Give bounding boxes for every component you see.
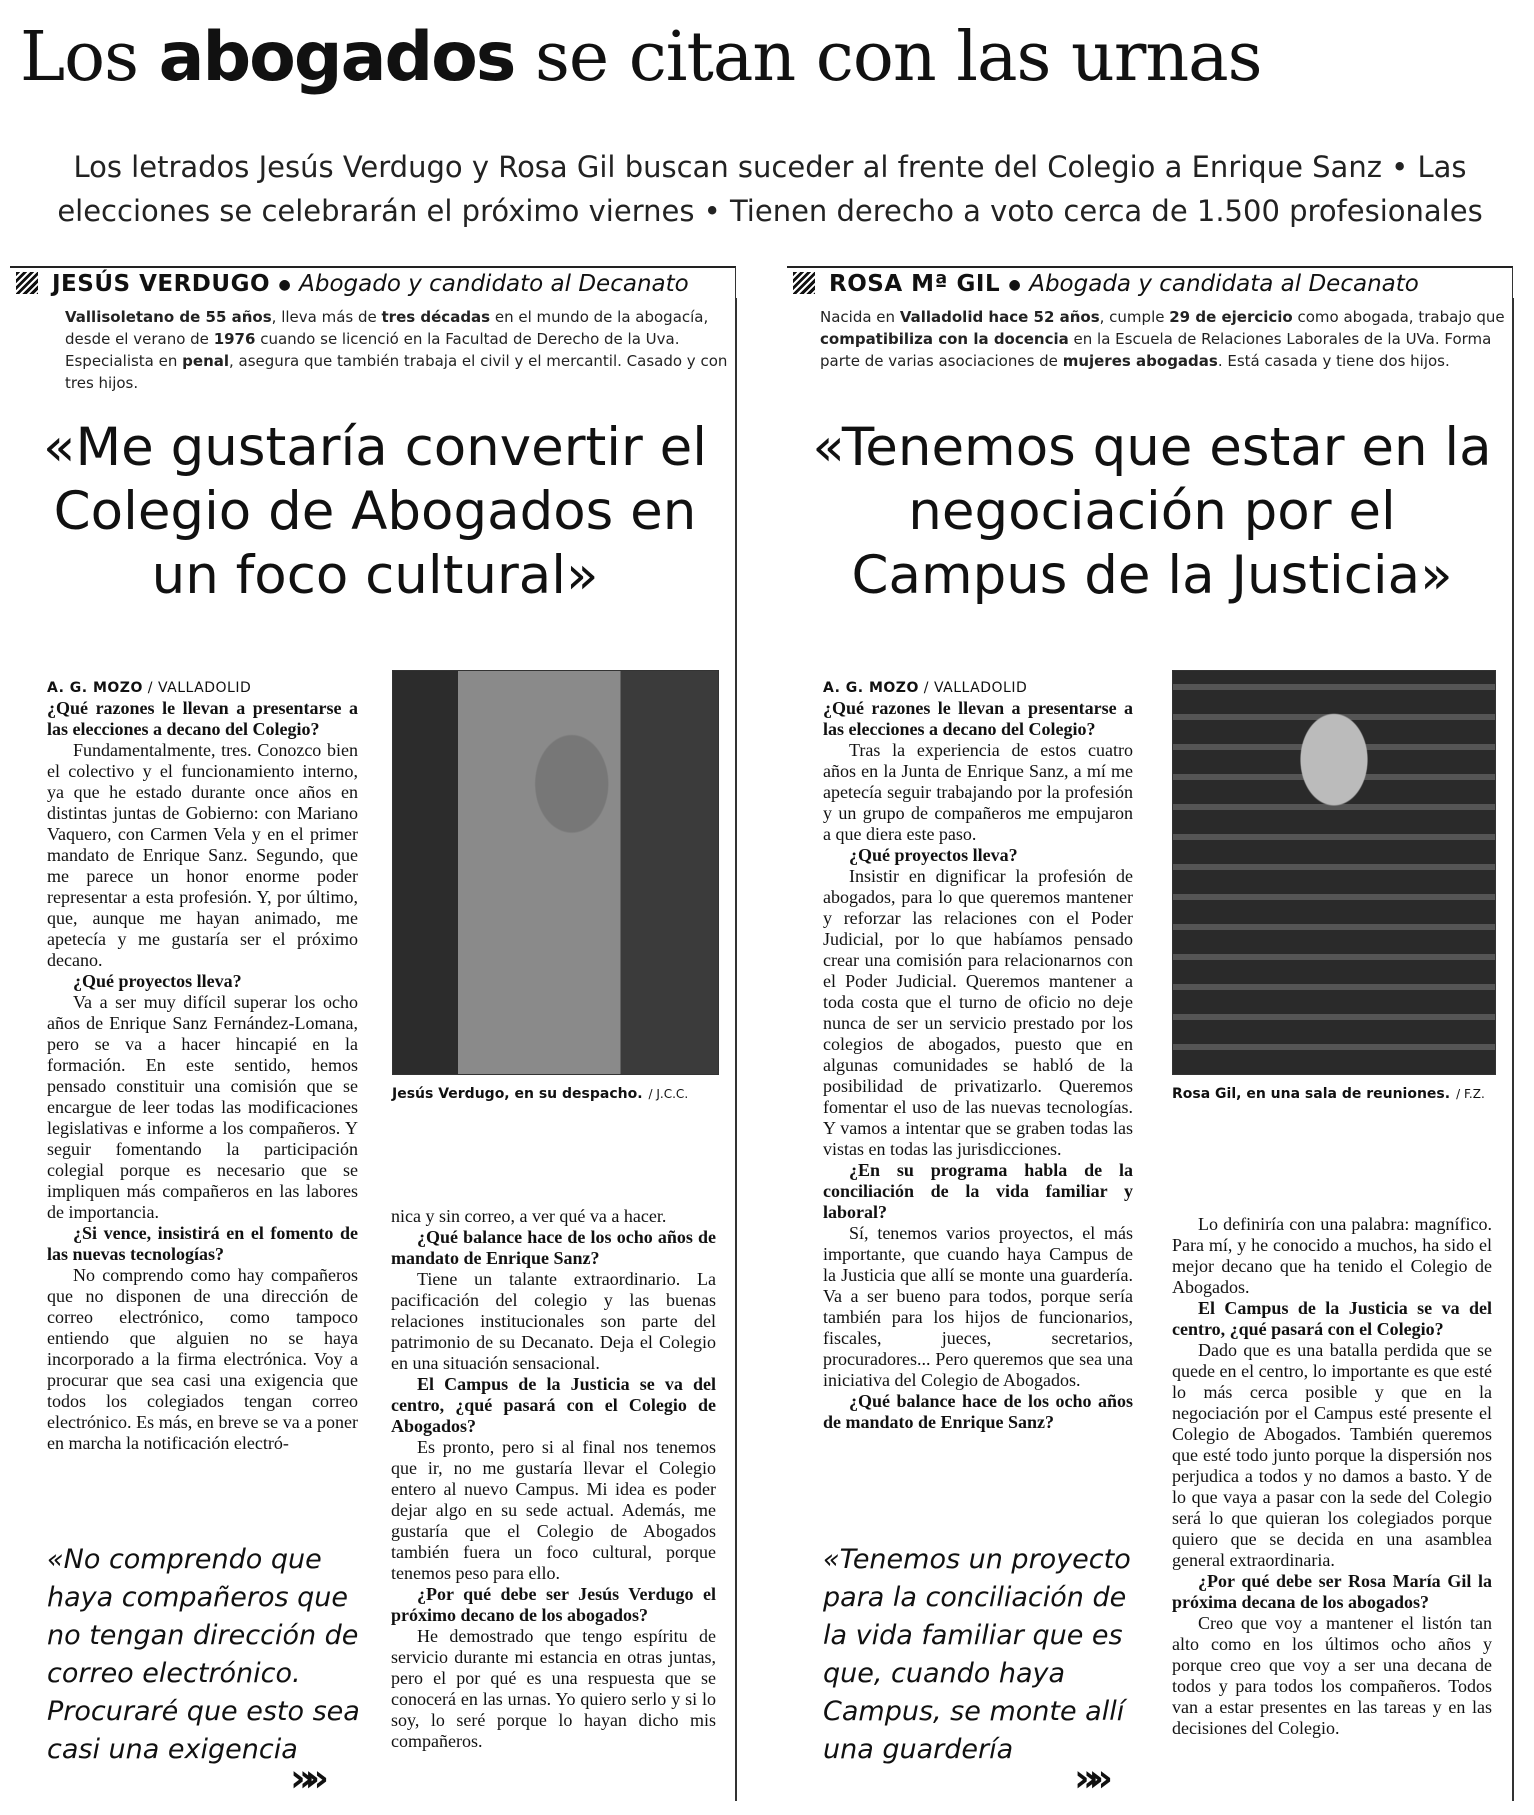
candidate-bar: ROSA Mª GIL ● Abogada y candidata al Decanato xyxy=(787,266,1513,300)
headline-quote: «Me gustaría convertir el Colegio de Abogados en un foco cultural» xyxy=(43,417,707,606)
interview-answer: Es pronto, pero si al final nos tenemos que ir, no me gustaría llevar el Colegio entero al nuevo Campus. Mi idea es poder dejar algo en su sede actual. Además, me gustaría que el Colegio de Abogados también fuera un foco cultural, porque tenemos peso para ello. xyxy=(391,1437,716,1583)
article-verdugo xyxy=(10,266,747,1801)
candidate-bar: JESÚS VERDUGO ● Abogado y candidato al Decanato xyxy=(10,266,736,300)
candidate-photo xyxy=(1172,670,1496,1075)
text-column-2 xyxy=(391,1206,716,1752)
interview-question: ¿Qué balance hace de los ocho años de mandato de Enrique Sanz? xyxy=(391,1227,716,1268)
interview-question: ¿En su programa habla de la conciliación de la vida familiar y laboral? xyxy=(823,1160,1133,1222)
column-rule xyxy=(735,298,737,1801)
text-column-1 xyxy=(823,698,1133,1433)
newspaper-logo-icon xyxy=(16,272,38,294)
interview-question: ¿Qué balance hace de los ocho años de mandato de Enrique Sanz? xyxy=(823,1391,1133,1432)
byline: A. G. MOZO / VALLADOLID xyxy=(47,680,252,696)
column-rule xyxy=(1512,298,1514,1801)
interview-answer: He demostrado que tengo espíritu de servicio durante mi estancia en otras juntas, pero el por qué es una respuesta que se conocerá en las urnas. Yo quiero serlo y si lo soy, lo seré porque lo hayan dicho mis compañeros. xyxy=(391,1626,716,1751)
chevron-icon: »» xyxy=(290,1756,320,1800)
candidate-bio: Vallisoletano de 55 años, lleva más de tres décadas en el mundo de la abogacía, desde el verano de 1976 cuando se licenció en la Facultad de Derecho de la Uva. Especialista en penal, asegura que también trabaja el civil y el mercantil. Casado y con tres hijos. xyxy=(65,308,728,392)
interview-answer: Sí, tenemos varios proyectos, el más importante, que cuando haya Campus de la Justicia que allí se monte una guardería. Va a ser bueno para todos, porque sería también para los hijos de funcionarios, fiscales, jueces, secretarios, procuradores... Pero queremos que sea una iniciativa del Colegio de Abogados. xyxy=(823,1223,1133,1390)
interview-answer: Va a ser muy difícil superar los ocho años de Enrique Sanz Fernández-Lomana, pero se va a hacer hincapié en la formación. En este sentido, hemos pensado constituir una comisión que se encargue de leer todas las modificaciones legislativas e informe a los compañeros. Y seguir fomentando la participación colegial porque es necesario que se impliquen más compañeros en las labores de importancia. xyxy=(47,992,358,1222)
article-gil xyxy=(787,266,1524,1801)
subhead: Los letrados Jesús Verdugo y Rosa Gil buscan suceder al frente del Colegio a Enrique Sanz • Las elecciones se celebrarán el próximo viernes • Tienen derecho a voto cerca de 1.500 profesionales xyxy=(57,150,1483,228)
interview-answer: Tiene un talante extraordinario. La pacificación del colegio y las buenas relaciones institucionales son parte del patrimonio de su Decanato. Deja el Colegio en una situación sensacional. xyxy=(391,1269,716,1373)
interview-question: ¿Qué proyectos lleva? xyxy=(849,845,1018,865)
interview-answer: nica y sin correo, a ver qué va a hacer. xyxy=(391,1206,667,1226)
interview-question: El Campus de la Justicia se va del centro, ¿qué pasará con el Colegio? xyxy=(1172,1298,1492,1339)
interview-answer: Dado que es una batalla perdida que se quede en el centro, lo importante es que esté lo más cerca posible y que en la negociación por el Campus esté presente el Colegio de Abogados. También queremos que esté todo junto porque la dispersión nos perjudica a todos y no damos a basto. Y de lo que vaya a pasar con la sede del Colegio será lo que quieran los colegiados porque quiero que se decida en una asamblea general extraordinaria. xyxy=(1172,1340,1492,1570)
interview-answer: Insistir en dignificar la profesión de abogados, para lo que queremos mantener y reforzar las relaciones con el Poder Judicial, por lo que habíamos pensado crear una comisión para relacionarnos con el Poder Judicial. Queremos mantener a toda costa que el turno de oficio no deje nunca de ser un servicio prestado por los colegios de abogados, puesto que en algunas comunidades se habló de la posibilidad de privatizarlo. Queremos fomentar el uso de las nuevas tecnologías. Y vamos a intentar que se graben todas las vistas en todas las jurisdicciones. xyxy=(823,866,1133,1159)
photo-caption: Rosa Gil, en una sala de reuniones. / F.Z. xyxy=(1172,1086,1485,1102)
headline: Los abogados se citan con las urnas xyxy=(20,18,1262,97)
interview-question: ¿Qué proyectos lleva? xyxy=(73,971,242,991)
interview-question: ¿Qué razones le llevan a presentarse a las elecciones a decano del Colegio? xyxy=(823,698,1133,739)
text-column-2 xyxy=(1172,1214,1492,1739)
candidate-bio: Nacida en Valladolid hace 52 años, cumple 29 de ejercicio como abogada, trabajo que compatibiliza con la docencia en la Escuela de Relaciones Laborales de la UVa. Forma parte de varias asociaciones de mujeres abogadas. Está casada y tiene dos hijos. xyxy=(820,308,1505,370)
interview-question: ¿Por qué debe ser Rosa María Gil la próxima decana de los abogados? xyxy=(1172,1571,1492,1612)
headline-quote: «Tenemos que estar en la negociación por el Campus de la Justicia» xyxy=(812,417,1492,606)
candidate-photo xyxy=(392,670,719,1075)
byline: A. G. MOZO / VALLADOLID xyxy=(823,680,1028,696)
pull-quote: «Tenemos un proyecto para la conciliación de la vida familiar que es que, cuando haya Campus, se monte allí una guardería xyxy=(823,1544,1131,1765)
interview-answer: Fundamentalmente, tres. Conozco bien el colectivo y el funcionamiento interno, ya que he estado durante once años en distintas juntas de Gobierno: con Mariano Vaquero, con Carmen Vela y en el primer mandato de Enrique Sanz. Segundo, que me parece un honor enorme poder representar a esta profesión. Y, por último, que, aunque me hayan animado, me apetecía y me gustaría ser el próximo decano. xyxy=(47,740,358,970)
newspaper-logo-icon xyxy=(793,272,815,294)
interview-answer: Creo que voy a mantener el listón tan alto como en los últimos ocho años y porque creo que voy a ser una decana de todos y para todos los compañeros. Todos van a estar presentes en las tareas y en las decisiones del Colegio. xyxy=(1172,1613,1492,1738)
interview-question: ¿Por qué debe ser Jesús Verdugo el próximo decano de los abogados? xyxy=(391,1584,716,1625)
pull-quote: «No comprendo que haya compañeros que no tengan dirección de correo electrónico. Procuraré que esto sea casi una exigencia xyxy=(47,1544,360,1765)
chevron-icon: »» xyxy=(1074,1756,1104,1800)
text-column-1 xyxy=(47,698,358,1454)
interview-question: ¿Si vence, insistirá en el fomento de las nuevas tecnologías? xyxy=(47,1223,358,1264)
interview-answer: Tras la experiencia de estos cuatro años en la Junta de Enrique Sanz, a mí me apetecía seguir trabajando por la profesión y un grupo de compañeros me empujaron a que diera este paso. xyxy=(823,740,1133,844)
interview-answer: Lo definiría con una palabra: magnífico. Para mí, y he conocido a muchos, ha sido el mejor decano que ha tenido el Colegio de Abogados. xyxy=(1172,1214,1492,1297)
interview-question: El Campus de la Justicia se va del centro, ¿qué pasará con el Colegio de Abogados? xyxy=(391,1374,716,1436)
photo-caption: Jesús Verdugo, en su despacho. / J.C.C. xyxy=(392,1086,689,1102)
interview-answer: No comprendo como hay compañeros que no disponen de una dirección de correo electrónico, como tampoco entiendo que alguien no se haya incorporado a la firma electrónica. Voy a procurar que sea casi una exigencia que todos los colegiados tengan correo electrónico. Es más, en breve se va a poner en marcha la notificación electró- xyxy=(47,1265,358,1453)
interview-question: ¿Qué razones le llevan a presentarse a las elecciones a decano del Colegio? xyxy=(47,698,358,739)
